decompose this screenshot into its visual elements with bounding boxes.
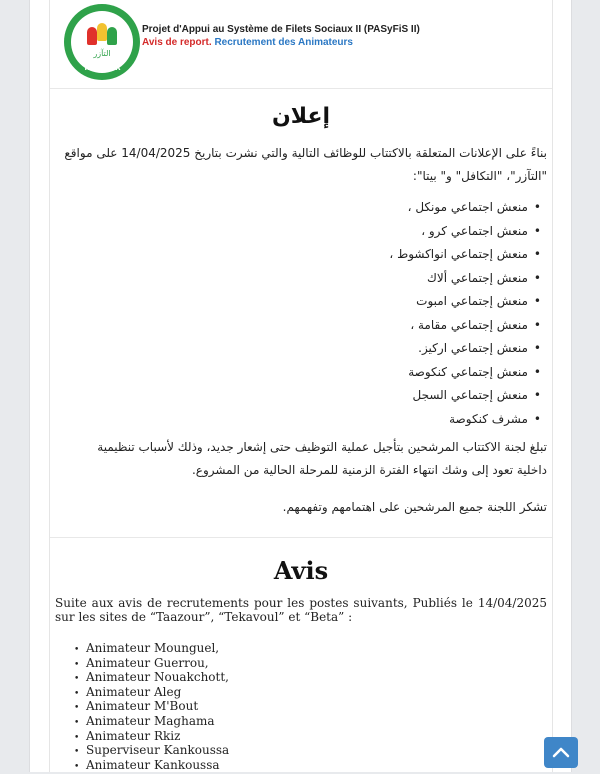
list-item-text: منعش اجتماعي مونكل ، [407, 200, 528, 214]
list-item-text: Animateur Maghama [86, 713, 215, 728]
recruitment-label: Recrutement des Animateurs [214, 37, 353, 48]
bullet: • [533, 247, 541, 261]
list-item-text: Animateur Mounguel, [86, 641, 220, 655]
french-position-list [74, 641, 229, 772]
scroll-to-top-button[interactable] [544, 737, 578, 768]
bullet: • [74, 732, 80, 743]
bullet: • [533, 223, 541, 238]
list-item [56, 314, 541, 338]
list-item [56, 337, 541, 361]
divider [50, 537, 552, 538]
logo-arabic-text: التآزر [93, 49, 111, 58]
list-item-text: منعش إجتماعي امبوت [416, 294, 528, 308]
list-item-text: منعش إجتماعي كنكوصة [408, 364, 528, 379]
list-item [56, 408, 541, 432]
bullet: • [74, 645, 80, 655]
list-item-text: منعش إجتماعي اركيز. [418, 341, 528, 355]
bullet: • [74, 703, 80, 714]
french-title: Avis [273, 556, 329, 585]
list-item-text: Animateur Nouakchott, [86, 670, 229, 685]
list-item-text: Animateur M'Bout [86, 699, 199, 714]
list-item [74, 743, 229, 758]
bullet: • [533, 294, 541, 308]
bullet: • [533, 341, 541, 355]
list-item [56, 384, 541, 408]
arabic-thanks: تشكر اللجنة جميع المرشحين على اهتمامهم وتفهمهم. [282, 500, 547, 514]
chevron-up-icon [544, 737, 578, 768]
french-intro: Suite aux avis de recrutements pour les postes suivants, Publiés le 14/04/2025 sur les sites de “Taazour”, “Tekavoul” et “Beta” : [55, 596, 547, 624]
arabic-notice-line-2: داخلية تعود إلى وشك انتهاء الفترة الزمنية للمرحلة الحالية من المشروع. [191, 463, 547, 477]
list-item [74, 758, 229, 773]
list-item-text: Animateur Aleg [86, 684, 182, 699]
list-item-text: منعش اجتماعي كرو ، [421, 223, 528, 238]
bullet: • [533, 200, 541, 214]
list-item-text: Animateur Rkiz [86, 728, 181, 743]
logo-name: TAAZOUR [83, 64, 121, 72]
list-item [56, 361, 541, 385]
bullet: • [74, 659, 80, 670]
arabic-intro [56, 142, 547, 188]
bullet: • [74, 761, 80, 772]
list-item-text: Superviseur Kankoussa [86, 743, 230, 758]
list-item [74, 699, 229, 714]
bullet: • [533, 388, 541, 402]
list-item [74, 641, 229, 656]
bullet: • [533, 411, 541, 426]
arabic-notice [56, 436, 547, 482]
taazour-logo [64, 4, 140, 80]
bullet: • [74, 674, 80, 685]
report-notice-label: Avis de report. [142, 37, 212, 48]
list-item [56, 243, 541, 267]
arabic-intro-line-2: "التآزر"، "التكافل" و" بيتا": [412, 169, 547, 183]
arabic-position-list [56, 196, 541, 431]
bullet: • [74, 717, 80, 728]
list-item [56, 267, 541, 291]
bullet: • [533, 317, 541, 332]
list-item [56, 290, 541, 314]
list-item [56, 196, 541, 220]
list-item-text: منعش إجتماعي مقامة ، [410, 317, 528, 332]
list-item-text: منعش إجتماعي ألاك [426, 270, 528, 285]
list-item-text: مشرف كنكوصة [449, 411, 528, 426]
divider [50, 88, 552, 89]
list-item [74, 656, 229, 671]
arabic-title: إعلان [271, 104, 331, 129]
arabic-notice-line-1: تبلغ لجنة الاكتتاب المرشحين بتأجيل عملية التوظيف حتى إشعار جديد، وذلك لأسباب تنظيمية [97, 440, 547, 454]
bullet: • [533, 364, 541, 379]
page-frame [29, 0, 572, 772]
bullet: • [533, 270, 541, 285]
document [49, 0, 553, 772]
list-item [74, 670, 229, 685]
project-title: Projet d'Appui au Système de Filets Sociaux II (PASyFiS II) [142, 24, 420, 35]
list-item [74, 729, 229, 744]
list-item [56, 220, 541, 244]
bullet: • [74, 747, 80, 758]
arabic-intro-line-1: بناءً على الإعلانات المتعلقة بالاكتتاب للوظائف التالية والتي نشرت بتاريخ 14/04/2025 على مواقع [64, 146, 547, 160]
list-item-text: منعش إجتماعي السجل [412, 388, 528, 402]
bullet: • [74, 688, 80, 699]
list-item-text: Animateur Kankoussa [86, 757, 220, 772]
list-item [74, 714, 229, 729]
document-header [50, 0, 552, 88]
list-item [74, 685, 229, 700]
list-item-text: منعش إجتماعي انواكشوط ، [389, 247, 528, 261]
header-subtitle [142, 37, 353, 48]
list-item-text: Animateur Guerrou, [86, 655, 209, 670]
